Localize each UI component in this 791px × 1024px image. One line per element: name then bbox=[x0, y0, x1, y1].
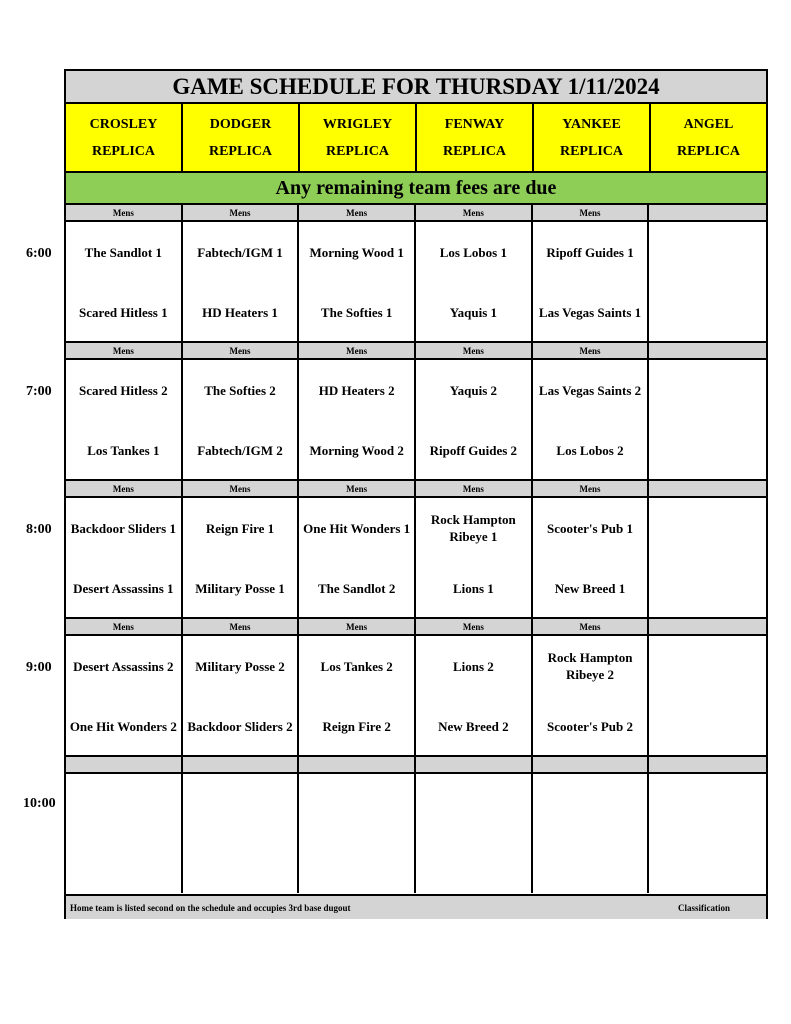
home-team: New Breed 2 bbox=[438, 718, 509, 734]
division-label: Mens bbox=[533, 619, 650, 634]
field-name: WRIGLEY bbox=[322, 116, 393, 132]
game-cell bbox=[183, 774, 300, 893]
away-team: Lions 2 bbox=[452, 658, 494, 674]
home-team: One Hit Wonders 2 bbox=[69, 718, 177, 734]
game-cell bbox=[66, 360, 183, 479]
home-team: Morning Wood 2 bbox=[309, 442, 404, 458]
footer-bar bbox=[66, 894, 766, 919]
home-team bbox=[533, 844, 648, 884]
division-label: Mens bbox=[299, 481, 416, 496]
game-cell bbox=[649, 360, 766, 479]
time-label: 10:00 bbox=[23, 796, 56, 811]
field-type: REPLICA bbox=[559, 143, 623, 159]
division-label: Mens bbox=[183, 481, 300, 496]
game-cell bbox=[533, 222, 650, 341]
field-type: REPLICA bbox=[208, 143, 272, 159]
division-label: Mens bbox=[533, 343, 650, 358]
field-header bbox=[66, 104, 183, 171]
away-team: Fabtech/IGM 1 bbox=[197, 244, 283, 260]
home-team bbox=[66, 844, 181, 884]
division-label: Mens bbox=[183, 343, 300, 358]
field-name: CROSLEY bbox=[89, 116, 158, 132]
field-name: FENWAY bbox=[444, 116, 505, 132]
home-team: Las Vegas Saints 1 bbox=[538, 304, 642, 320]
division-label: Mens bbox=[299, 343, 416, 358]
division-label bbox=[416, 757, 533, 772]
division-label: Mens bbox=[183, 619, 300, 634]
away-team bbox=[649, 232, 766, 272]
away-team bbox=[649, 646, 766, 686]
away-team: The Sandlot 1 bbox=[84, 244, 162, 260]
away-team bbox=[649, 508, 766, 548]
away-team: Morning Wood 1 bbox=[309, 244, 404, 260]
division-label: Mens bbox=[66, 481, 183, 496]
division-label: Mens bbox=[533, 481, 650, 496]
division-label bbox=[66, 757, 183, 772]
game-cell bbox=[533, 636, 650, 755]
home-team bbox=[649, 430, 766, 470]
game-cell bbox=[299, 774, 416, 893]
home-team: Yaquis 1 bbox=[449, 304, 498, 320]
division-label: Mens bbox=[66, 205, 183, 220]
game-cell bbox=[649, 222, 766, 341]
home-team bbox=[649, 844, 766, 884]
game-cell bbox=[183, 222, 300, 341]
division-row bbox=[66, 343, 766, 360]
field-header bbox=[651, 104, 766, 171]
home-team bbox=[416, 844, 531, 884]
fees-notice: Any remaining team fees are due bbox=[66, 173, 766, 205]
away-team: Las Vegas Saints 2 bbox=[538, 382, 642, 398]
away-team: Military Posse 2 bbox=[195, 658, 285, 674]
time-label: 8:00 bbox=[26, 522, 52, 537]
division-label bbox=[649, 481, 766, 496]
division-label bbox=[299, 757, 416, 772]
away-team: Los Tankes 2 bbox=[320, 658, 393, 674]
division-label: Mens bbox=[66, 619, 183, 634]
away-team: Ripoff Guides 1 bbox=[546, 244, 634, 260]
field-type: REPLICA bbox=[442, 143, 506, 159]
division-row bbox=[66, 205, 766, 222]
home-team: Scared Hitless 1 bbox=[79, 304, 168, 320]
game-cell bbox=[183, 498, 300, 617]
game-cell bbox=[416, 498, 533, 617]
away-team: Rock Hampton Ribeye 1 bbox=[430, 512, 516, 544]
game-cell bbox=[66, 498, 183, 617]
away-team: Reign Fire 1 bbox=[205, 520, 275, 536]
away-team: The Softies 2 bbox=[204, 382, 276, 398]
away-team bbox=[416, 784, 531, 824]
game-cell bbox=[533, 360, 650, 479]
away-team: Yaquis 2 bbox=[449, 382, 498, 398]
home-team: Los Lobos 2 bbox=[556, 442, 624, 458]
classification-label: Classification bbox=[678, 903, 731, 913]
field-type: REPLICA bbox=[91, 143, 155, 159]
game-cell bbox=[183, 636, 300, 755]
home-team: Scooter's Pub 2 bbox=[547, 718, 633, 734]
home-team: Reign Fire 2 bbox=[322, 718, 391, 734]
home-team: The Sandlot 2 bbox=[318, 580, 396, 596]
time-label: 7:00 bbox=[26, 384, 52, 399]
field-type: REPLICA bbox=[676, 143, 740, 159]
away-team: One Hit Wonders 1 bbox=[303, 520, 411, 536]
home-team: Los Tankes 1 bbox=[87, 442, 160, 458]
home-team: HD Heaters 1 bbox=[202, 304, 278, 320]
division-label: Mens bbox=[416, 619, 533, 634]
field-header bbox=[300, 104, 417, 171]
game-cell bbox=[533, 774, 650, 893]
away-team bbox=[649, 784, 766, 824]
away-team: Los Lobos 1 bbox=[439, 244, 507, 260]
game-cell bbox=[299, 498, 416, 617]
home-team: Desert Assassins 1 bbox=[73, 580, 174, 596]
schedule-title: GAME SCHEDULE FOR THURSDAY 1/11/2024 bbox=[66, 71, 766, 104]
schedule-table bbox=[64, 69, 768, 919]
division-label bbox=[533, 757, 650, 772]
home-team: Fabtech/IGM 2 bbox=[197, 442, 283, 458]
game-cell bbox=[183, 360, 300, 479]
home-team: Lions 1 bbox=[452, 580, 494, 596]
field-name: DODGER bbox=[209, 116, 272, 132]
division-row bbox=[66, 481, 766, 498]
away-team bbox=[66, 784, 181, 824]
game-cell bbox=[533, 498, 650, 617]
game-cell bbox=[649, 774, 766, 893]
game-cell bbox=[66, 636, 183, 755]
field-name: ANGEL bbox=[683, 116, 734, 132]
division-label: Mens bbox=[183, 205, 300, 220]
division-label bbox=[649, 205, 766, 220]
game-cell bbox=[416, 636, 533, 755]
game-cell bbox=[299, 360, 416, 479]
division-row bbox=[66, 619, 766, 636]
away-team: Backdoor Sliders 1 bbox=[70, 520, 176, 536]
division-label: Mens bbox=[533, 205, 650, 220]
home-team: The Softies 1 bbox=[320, 304, 393, 320]
game-cell bbox=[299, 636, 416, 755]
home-team-note: Home team is listed second on the schedule and occupies 3rd base dugout bbox=[70, 903, 351, 913]
field-header bbox=[417, 104, 534, 171]
game-cell bbox=[416, 360, 533, 479]
home-team: Military Posse 1 bbox=[195, 580, 285, 596]
division-label bbox=[649, 343, 766, 358]
away-team bbox=[183, 784, 298, 824]
division-label bbox=[649, 757, 766, 772]
game-cell bbox=[66, 774, 183, 893]
game-cell bbox=[416, 222, 533, 341]
game-row bbox=[66, 774, 766, 893]
time-label: 9:00 bbox=[26, 660, 52, 675]
game-cell bbox=[649, 498, 766, 617]
game-cell bbox=[416, 774, 533, 893]
division-label bbox=[183, 757, 300, 772]
division-label bbox=[649, 619, 766, 634]
time-label: 6:00 bbox=[26, 246, 52, 261]
division-row bbox=[66, 757, 766, 774]
division-label: Mens bbox=[66, 343, 183, 358]
away-team: Scooter's Pub 1 bbox=[547, 520, 633, 536]
game-row bbox=[66, 222, 766, 343]
away-team bbox=[649, 370, 766, 410]
away-team: HD Heaters 2 bbox=[318, 382, 395, 398]
division-label: Mens bbox=[416, 481, 533, 496]
away-team: Scared Hitless 2 bbox=[79, 382, 168, 398]
home-team bbox=[649, 292, 766, 332]
field-name: YANKEE bbox=[562, 116, 621, 132]
game-row bbox=[66, 360, 766, 481]
home-team bbox=[299, 844, 414, 884]
field-header bbox=[183, 104, 300, 171]
home-team bbox=[183, 844, 298, 884]
home-team bbox=[649, 706, 766, 746]
away-team bbox=[533, 784, 648, 824]
game-cell bbox=[649, 636, 766, 755]
home-team: Ripoff Guides 2 bbox=[429, 442, 518, 458]
game-row bbox=[66, 498, 766, 619]
away-team: Rock Hampton Ribeye 2 bbox=[547, 650, 633, 682]
home-team: Backdoor Sliders 2 bbox=[187, 718, 293, 734]
field-header-row bbox=[66, 104, 766, 173]
game-row bbox=[66, 636, 766, 757]
field-type: REPLICA bbox=[325, 143, 389, 159]
division-label: Mens bbox=[299, 205, 416, 220]
division-label: Mens bbox=[416, 205, 533, 220]
division-label: Mens bbox=[416, 343, 533, 358]
home-team: New Breed 1 bbox=[554, 580, 626, 596]
home-team bbox=[649, 568, 766, 608]
game-cell bbox=[66, 222, 183, 341]
game-cell bbox=[299, 222, 416, 341]
away-team bbox=[299, 784, 414, 824]
division-label: Mens bbox=[299, 619, 416, 634]
field-header bbox=[534, 104, 651, 171]
away-team: Desert Assassins 2 bbox=[73, 658, 174, 674]
